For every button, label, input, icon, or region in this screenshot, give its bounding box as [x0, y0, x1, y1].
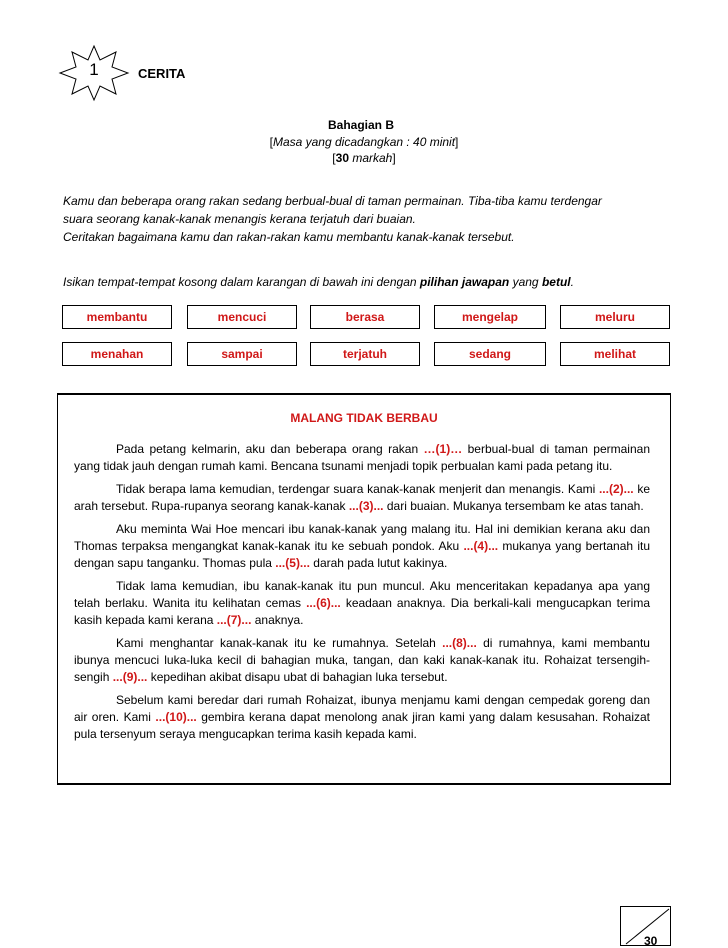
story-box: [57, 393, 671, 785]
word-option: menahan: [62, 342, 172, 366]
section-title: CERITA: [138, 66, 186, 81]
story-paragraph: Sebelum kami beredar dari rumah Rohaizat, ibunya menjamu kami dengan cempedak goreng dan air oren. Kami ...(10)... gembira kerana dapat menolong anak jiran kami yang dalam kesusahan. Rohaizat pula tersenyum seraya mengucapkan terima kasih kepada kami.: [74, 693, 651, 741]
word-option: terjatuh: [310, 342, 420, 366]
word-option: mencuci: [187, 305, 297, 329]
blank-1: …(1)…: [423, 442, 463, 456]
blank-8: ...(8)...: [442, 636, 477, 650]
time-allocation: [Masa yang dicadangkan : 40 minit]: [269, 135, 459, 149]
story-body: [74, 441, 650, 749]
instructions: [63, 192, 673, 246]
score-total: 30: [644, 934, 658, 948]
blank-5: ...(5)...: [275, 556, 310, 570]
blank-10: ...(10)...: [155, 710, 197, 724]
fill-instruction: Isikan tempat-tempat kosong dalam karangan di bawah ini dengan pilihan jawapan yang betul.: [63, 275, 574, 289]
word-option: mengelap: [434, 305, 546, 329]
story-paragraph: Pada petang kelmarin, aku dan beberapa orang rakan …(1)… berbual-bual di taman permainan yang tidak jauh dengan rumah kami. Bencana tsunami menjadi topik perbualan kami pada petang itu.: [74, 442, 650, 473]
instruction-line: Kamu dan beberapa orang rakan sedang berbual-bual di taman permainan. Tiba-tiba kamu terdengar: [63, 194, 602, 208]
instruction-line: Ceritakan bagaimana kamu dan rakan-rakan kamu membantu kanak-kanak tersebut.: [63, 230, 515, 244]
blank-7: ...(7)...: [216, 613, 252, 627]
word-option: sampai: [187, 342, 297, 366]
blank-2: ...(2)...: [598, 482, 634, 496]
word-option: sedang: [434, 342, 546, 366]
blank-9: ...(9)...: [112, 670, 148, 684]
story-paragraph: Aku meminta Wai Hoe mencari ibu kanak-kanak yang malang itu. Hal ini demikian kerana aku dan Thomas terpaksa mengangkat kanak-kanak itu ke sebuah pondok. Aku ...(4)... mukanya yang bertanah itu dengan sapu tanganku. Thomas pula ...(5)... darah pada lutut kakinya.: [74, 522, 650, 570]
blank-6: ...(6)...: [306, 596, 341, 610]
part-heading: Bahagian B: [327, 118, 395, 132]
instruction-line: suara seorang kanak-kanak menangis kerana terjatuh dari buaian.: [63, 212, 416, 226]
blank-3: ...(3)...: [348, 499, 384, 513]
marks-allocation: [30 markah]: [332, 151, 396, 165]
blank-4: ...(4)...: [463, 539, 499, 553]
story-paragraph: Kami menghantar kanak-kanak itu ke rumahnya. Setelah ...(8)... di rumahnya, kami membantu ibunya mencuci luka-luka kecil di bahagian muka, tangan, dan kaki kanak-kanak itu. Rohaizat tersengih-sengih ...(9)... kepedihan akibat disapu ubat di bahagian luka tersebut.: [74, 636, 650, 684]
word-option: melihat: [560, 342, 670, 366]
word-option: membantu: [62, 305, 172, 329]
section-number: 1: [89, 60, 99, 79]
word-option: meluru: [560, 305, 670, 329]
word-option: berasa: [310, 305, 420, 329]
story-title: MALANG TIDAK BERBAU: [290, 411, 438, 425]
story-paragraph: Tidak berapa lama kemudian, terdengar suara kanak-kanak menjerit dan menangis. Kami ...(2)... ke arah tersebut. Rupa-rupanya seorang kanak-kanak ...(3)... dari buaian. Mukanya tersembam ke atas tanah.: [74, 482, 650, 513]
story-paragraph: Tidak lama kemudian, ibu kanak-kanak itu pun muncul. Aku menceritakan kepadanya apa yang telah berlaku. Wanita itu kelihatan cemas ...(6)... keadaan anaknya. Dia berkali-kali mengucapkan terima kasih kepada kami kerana ...(7)... anaknya.: [74, 579, 650, 627]
